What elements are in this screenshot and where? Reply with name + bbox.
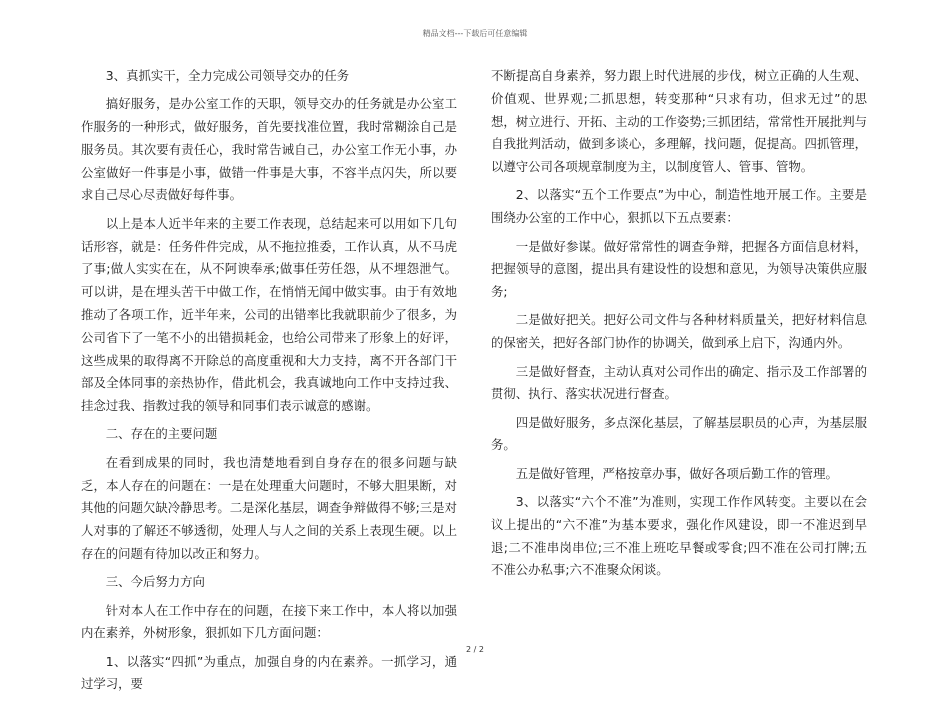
section-heading-3-left: 3、真抓实干，全力完成公司领导交办的任务 — [105, 68, 350, 83]
paragraph-point-1: 一是做好参谋。做好常常性的调查争辩，把握各方面信息材料，把握领导的意图，提出具有建设性的设想和意见，为领导决策供应服务; — [491, 238, 867, 300]
paragraph-service: 搞好服务，是办公室工作的天职，领导交办的任务就是办公室工作服务的一种形式，做好服务，首先要找准位置，我时常糊涂自己是服务员。其次要有责任心，我时常告诫自己，办公室工作无小事，办公室做好一件事是小事，做错一件事是大事，不容半点闪失，所以要求自己尽心尽责做好每件事。 — [81, 96, 457, 203]
paragraph-six-rules: 3、以落实“六个不准”为准则，实现工作作风转变。主要以在会议上提出的“六不准”为基本要求，强化作风建设，即一不准迟到早退;二不准串岗串位;三不准上班吃早餐或零食;四不准在公司打牌;五不准公办私事;六不准聚众闲谈。 — [491, 494, 867, 578]
paragraph-point-4: 四是做好服务，多点深化基层，了解基层职员的心声，为基层服务。 — [491, 414, 867, 453]
paragraph-four-grasps: 1、以落实“四抓”为重点，加强自身的内在素养。一抓学习，通过学习，要 — [81, 653, 457, 692]
paragraph-continuation: 不断提高自身素养，努力跟上时代进展的步伐，树立正确的人生观、价值观、世界观;二抓思想，转变那种“只求有功，但求无过”的思想，树立进行、开拓、主动的工作姿势;三抓团结，常常性开展批判与自我批判活动，做到多谈心，多理解，找问题，促提高。四抓管理，以遵守公司各项规章制度为主，以制度管人、管事、管物。 — [491, 68, 867, 175]
paragraph-direction-intro: 针对本人在工作中存在的问题，在接下来工作中，本人将以加强内在素养，外树形象，狠抓如下几方面问题： — [81, 602, 457, 641]
paragraph-point-2: 二是做好把关。把好公司文件与各种材料质量关，把好材料信息的保密关，把好各部门协作的协调关，做到承上启下，沟通内外。 — [491, 312, 867, 351]
page-header: 精品文档---下载后可任意编辑 — [422, 29, 528, 38]
page-number: 2 / 2 — [466, 645, 484, 654]
paragraph-problems: 在看到成果的同时，我也清楚地看到自身存在的很多问题与缺乏，本人存在的问题在：一是在处理重大问题时，不够大胆果断，对其他的问题欠缺冷静思考。二是深化基层，调查争辩做得不够;三是对人对事的了解还不够透彻，处理人与人之间的关系上表现生硬。以上存在的问题有待加以改正和努力。 — [81, 454, 457, 561]
paragraph-five-points: 2、以落实“五个工作要点”为中心，制造性地开展工作。主要是围绕办公室的工作中心，狠抓以下五点要素： — [491, 187, 867, 226]
paragraph-point-5: 五是做好管理，严格按章办事，做好各项后勤工作的管理。 — [515, 465, 838, 481]
paragraph-summary: 以上是本人近半年来的主要工作表现，总结起来可以用如下几句话形容，就是：任务件件完成，从不拖拉推委，工作认真，从不马虎了事;做人实实在在，从不阿谀奉承;做事任劳任怨，从不埋怨泄气。可以讲，是在埋头苦干中做工作，在悄悄无闻中做实事。由于有效地推动了各项工作，近半年来，公司的出错率比我就职前少了很多，为公司省下了一笔不小的出错损耗金，也给公司带来了形象上的好评，这些成果的取得离不开除总的高度重视和大力支持，离不开各部门干部及全体同事的亲热协作，借此机会，我真诚地向工作中支持过我、挂念过我、指教过我的领导和同事们表示诚意的感谢。 — [81, 215, 457, 414]
section-heading-problems: 二、存在的主要问题 — [105, 426, 218, 442]
paragraph-point-3: 三是做好督查，主动认真对公司作出的确定、指示及工作部署的贯彻、执行、落实状况进行督查。 — [491, 363, 867, 402]
right-column — [491, 65, 867, 588]
left-column — [81, 65, 457, 702]
section-heading-direction: 三、今后努力方向 — [105, 574, 205, 590]
